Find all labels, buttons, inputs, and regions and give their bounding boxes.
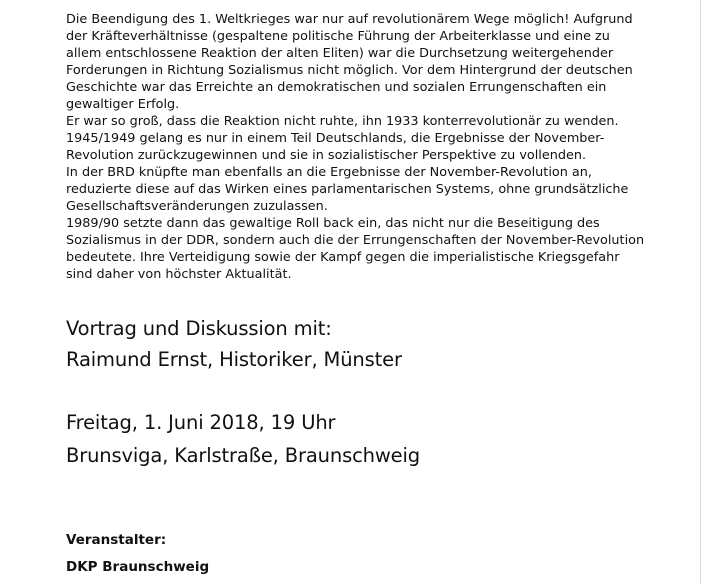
- event-venue: Brunsviga, Karlstraße, Braunschweig: [66, 444, 421, 467]
- paragraph: In der BRD knüpfte man ebenfalls an die Ergebnisse der November-Revolution an, reduzierte diese auf das Wirken eines parlamentarischen Systems, ohne grundsätzliche Gesellschaftsveränderungen zuzulassen.: [66, 165, 629, 214]
- paragraph: Die Beendigung des 1. Weltkrieges war nur auf revolutionärem Wege möglich! Aufgrund der Kräfteverhältnisse (gespaltene politische Führung der Arbeiterklasse und eine zu allem entschlossene Reaktion der alten Eliten) war die Durchsetzung weitergehender Forderungen in Richtung Sozialismus nicht möglich. Vor dem Hintergrund der deutschen Geschichte war das Erreichte an demokratischen und sozialen Errungenschaften ein gewaltiger Erfolg.: [66, 12, 633, 112]
- organizer-label: Veranstalter:: [66, 532, 167, 548]
- speaker: Raimund Ernst, Historiker, Münster: [66, 348, 402, 371]
- event-date: Freitag, 1. Juni 2018, 19 Uhr: [66, 411, 336, 434]
- talk-intro: Vortrag und Diskussion mit:: [66, 317, 332, 340]
- paragraph: 1989/90 setzte dann das gewaltige Roll back ein, das nicht nur die Beseitigung des Sozialismus in der DDR, sondern auch die der Errungenschaften der November-Revolution bedeutete. Ihre Verteidigung sowie der Kampf gegen die imperialistische Kriegsgefahr sind daher von höchster Aktualität.: [66, 216, 645, 282]
- body-text: [66, 11, 696, 283]
- event-details: [66, 406, 420, 472]
- organizer-name: DKP Braunschweig: [66, 559, 210, 575]
- organizer-block: [66, 527, 209, 581]
- paragraph: Er war so groß, dass die Reaktion nicht ruhte, ihn 1933 konterrevolutionär zu wenden. 1945/1949 gelang es nur in einem Teil Deutschlands, die Ergebnisse der November- Revolution zurückzugewinnen und sie in sozialistischer Perspektive zu vollenden.: [66, 114, 619, 163]
- talk-heading: [66, 313, 402, 375]
- page-edge-divider: [700, 0, 701, 584]
